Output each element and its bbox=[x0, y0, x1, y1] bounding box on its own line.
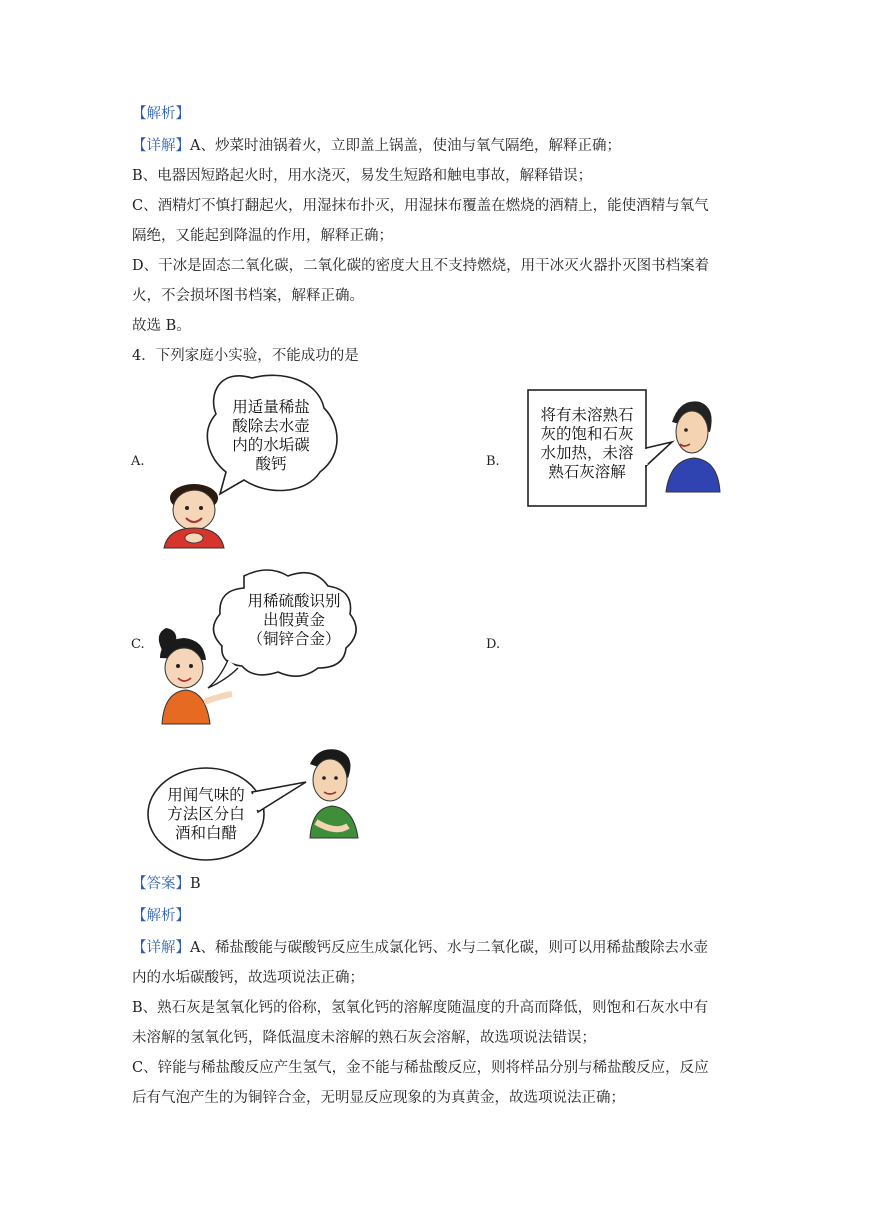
option-c-bubble bbox=[234, 592, 354, 649]
detail-line-a-2 bbox=[132, 938, 708, 958]
bubble-line: 内的水垢碳 bbox=[232, 436, 310, 454]
explanation-a: A、炒菜时油锅着火，立即盖上锅盖，使油与氧气隔绝，解释正确； bbox=[190, 138, 621, 154]
option-a-bubble bbox=[218, 398, 324, 474]
detail-line-a bbox=[132, 136, 621, 156]
explanation2-a-1: A、稀盐酸能与碳酸钙反应生成氯化钙、水与二氧化碳，则可以用稀盐酸除去水壶 bbox=[190, 940, 708, 956]
detail-tag: 【详解】 bbox=[132, 138, 190, 154]
bubble-line: 将有未溶熟石 bbox=[540, 406, 634, 424]
boy-red-shirt-icon bbox=[164, 484, 224, 548]
man-blue-shirt-icon bbox=[666, 401, 720, 492]
analysis-heading: 【解析】 bbox=[132, 106, 190, 122]
explanation-c-1: C、酒精灯不慎打翻起火，用湿抹布扑灭，用湿抹布覆盖在燃烧的酒精上，能使酒精与氧气 bbox=[132, 198, 709, 214]
option-d-bubble bbox=[154, 786, 258, 843]
explanation2-b-1: B、熟石灰是氢氧化钙的俗称，氢氧化钙的溶解度随温度的升高而降低，则饱和石灰水中有 bbox=[132, 1000, 709, 1016]
bubble-line: 酒和白醋 bbox=[174, 824, 237, 842]
bubble-line: 酸除去水壶 bbox=[232, 417, 310, 435]
bubble-line: 用适量稀盐 bbox=[232, 398, 310, 416]
option-b-label: B. bbox=[486, 454, 500, 469]
explanation-c-2: 隔绝，又能起到降温的作用，解释正确； bbox=[132, 228, 393, 244]
explanation2-a-2: 内的水垢碳酸钙，故选项说法正确； bbox=[132, 970, 364, 986]
explanation-d-2: 火，不会损坏图书档案，解释正确。 bbox=[132, 288, 364, 304]
explanation-d-1: D、干冰是固态二氧化碳，二氧化碳的密度大且不支持燃烧，用干冰灭火器扑灭图书档案着 bbox=[132, 258, 710, 274]
bubble-line: 灰的饱和石灰 bbox=[540, 425, 634, 443]
bubble-line: 出假黄金 bbox=[262, 611, 325, 629]
explanation2-c-1: C、锌能与稀盐酸反应产生氢气，金不能与稀盐酸反应，则将样品分别与稀盐酸反应，反应 bbox=[132, 1060, 709, 1076]
option-c-label: C. bbox=[131, 637, 145, 652]
bubble-line: 方法区分白 bbox=[167, 805, 245, 823]
explanation2-b-2: 未溶解的氢氧化钙，降低温度未溶解的熟石灰会溶解，故选项说法错误； bbox=[132, 1030, 596, 1046]
option-b-bubble bbox=[532, 406, 642, 482]
bubble-line: 熟石灰溶解 bbox=[548, 463, 626, 481]
bubble-line: 用闻气味的 bbox=[167, 786, 245, 804]
option-a-label: A. bbox=[131, 454, 145, 469]
analysis-heading-2: 【解析】 bbox=[132, 908, 190, 924]
explanation-b: B、电器因短路起火时，用水浇灭，易发生短路和触电事故，解释错误； bbox=[132, 168, 593, 184]
boy-green-shirt-icon bbox=[310, 749, 358, 838]
answer-value: B bbox=[190, 876, 201, 892]
bubble-line: 用稀硫酸识别 bbox=[247, 592, 341, 610]
answer-line bbox=[132, 874, 201, 894]
detail-tag-2: 【详解】 bbox=[132, 940, 190, 956]
answer-tag: 【答案】 bbox=[132, 876, 190, 892]
option-d-label: D. bbox=[486, 637, 501, 652]
bubble-line: 酸钙 bbox=[255, 455, 287, 473]
bubble-line: 水加热，未溶 bbox=[540, 444, 634, 462]
conclusion: 故选 B。 bbox=[132, 318, 191, 334]
question-stem: 4．下列家庭小实验，不能成功的是 bbox=[132, 348, 359, 364]
bubble-line: （铜锌合金） bbox=[247, 630, 341, 648]
explanation2-c-2: 后有气泡产生的为铜锌合金，无明显反应现象的为真黄金，故选项说法正确； bbox=[132, 1090, 625, 1106]
